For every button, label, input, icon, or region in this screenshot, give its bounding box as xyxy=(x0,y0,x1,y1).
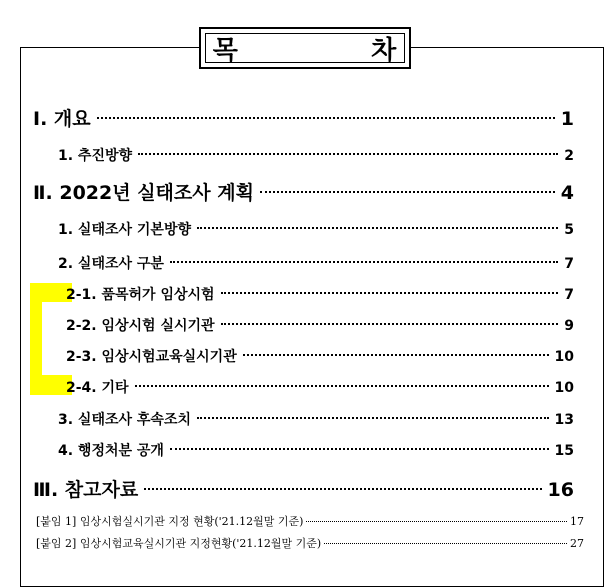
toc-entry-page: 16 xyxy=(547,479,574,501)
toc-entry-10[interactable] xyxy=(58,409,574,429)
toc-entry-page: 7 xyxy=(564,256,574,272)
toc-entry-12[interactable] xyxy=(33,475,574,502)
toc-entry-label: 1. 실태조사 기본방향 xyxy=(58,222,191,238)
toc-entry-label: 2-3. 임상시험교육실시기관 xyxy=(66,349,237,365)
toc-entry-page: 1 xyxy=(560,108,574,130)
toc-entry-label: 2-4. 기타 xyxy=(66,380,129,396)
toc-entry-label: 1. 추진방향 xyxy=(58,148,133,164)
toc-entry-9[interactable] xyxy=(66,377,574,397)
toc-entry-page: 10 xyxy=(554,349,574,365)
toc-leader-dots xyxy=(221,292,559,294)
toc-entry-page: 27 xyxy=(570,537,584,550)
toc-entry-label: [붙임 2] 임상시험교육실시기관 지정현황('21.12월말 기준) xyxy=(36,537,322,550)
toc-leader-dots xyxy=(306,521,567,522)
toc-entry-label: 2-1. 품목허가 임상시험 xyxy=(66,287,215,303)
toc-leader-dots xyxy=(170,261,558,263)
toc-entry-label: Ⅲ. 참고자료 xyxy=(33,479,139,501)
toc-entry-4[interactable] xyxy=(58,219,574,239)
toc-entry-label: 4. 행정처분 공개 xyxy=(58,443,164,459)
toc-leader-dots xyxy=(324,543,567,544)
toc-entry-label: Ⅱ. 2022년 실태조사 계획 xyxy=(33,182,254,204)
toc-entry-label: [붙임 1] 임상시험실시기관 지정 현황('21.12월말 기준) xyxy=(36,515,304,528)
toc-leader-dots xyxy=(221,323,559,325)
toc-entry-14[interactable] xyxy=(36,535,584,551)
toc-entry-label: 3. 실태조사 후속조치 xyxy=(58,412,191,428)
toc-entry-page: 5 xyxy=(564,222,574,238)
toc-leader-dots xyxy=(97,117,555,119)
toc-entry-1[interactable] xyxy=(33,104,574,131)
toc-entry-page: 7 xyxy=(564,287,574,303)
toc-leader-dots xyxy=(243,354,549,356)
toc-entry-page: 15 xyxy=(554,443,574,459)
toc-entry-13[interactable] xyxy=(36,513,584,529)
toc-entry-3[interactable] xyxy=(33,178,574,205)
toc-entry-11[interactable] xyxy=(58,440,574,460)
toc-entry-7[interactable] xyxy=(66,315,574,335)
toc-entry-page: 17 xyxy=(570,515,584,528)
toc-title-box xyxy=(199,27,411,69)
toc-entry-8[interactable] xyxy=(66,346,574,366)
toc-entry-6[interactable] xyxy=(66,284,574,304)
toc-leader-dots xyxy=(135,385,549,387)
toc-entry-2[interactable] xyxy=(58,145,574,165)
toc-leader-dots xyxy=(197,227,558,229)
toc-entry-page: 2 xyxy=(564,148,574,164)
toc-title: 목 차 xyxy=(212,35,398,66)
toc-leader-dots xyxy=(197,417,549,419)
toc-leader-dots xyxy=(170,448,549,450)
toc-entry-5[interactable] xyxy=(58,253,574,273)
toc-leader-dots xyxy=(144,488,541,490)
toc-leader-dots xyxy=(260,191,555,193)
toc-entry-page: 10 xyxy=(554,380,574,396)
toc-entry-label: Ⅰ. 개요 xyxy=(33,108,91,130)
toc-entry-page: 13 xyxy=(554,412,574,428)
toc-leader-dots xyxy=(138,153,558,155)
toc-entry-page: 4 xyxy=(560,182,574,204)
toc-entry-label: 2. 실태조사 구분 xyxy=(58,256,164,272)
toc-entry-page: 9 xyxy=(564,318,574,334)
toc-entry-label: 2-2. 임상시험 실시기관 xyxy=(66,318,215,334)
